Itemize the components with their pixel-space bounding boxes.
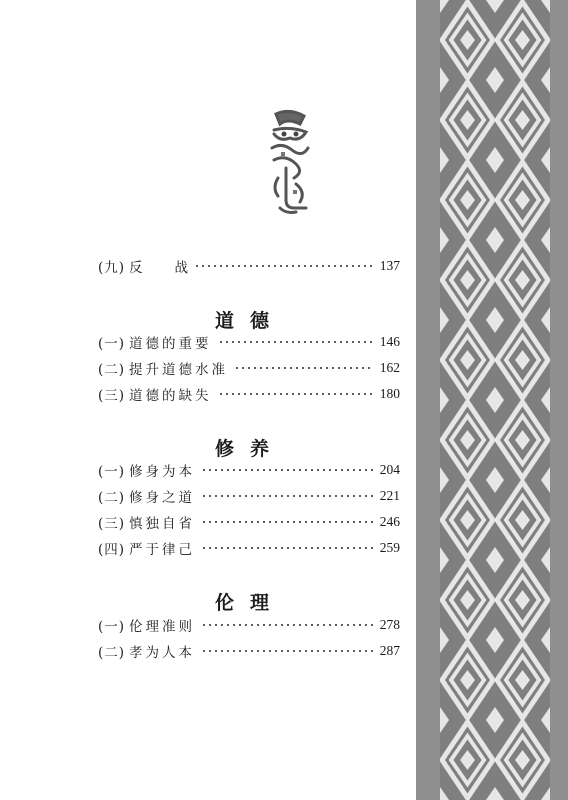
toc-entry-number: (一) [98, 464, 126, 480]
toc-entry-title: 道德的重要 [129, 336, 212, 352]
toc-entry-title: 修身为本 [129, 464, 196, 480]
toc-entry[interactable] [98, 358, 400, 378]
toc-entry-title: 伦理准则 [129, 619, 196, 635]
side-band-edge [550, 0, 568, 800]
toc-entry-page: 162 [379, 360, 400, 375]
toc-entry-number: (一) [98, 619, 126, 635]
toc-entry-title: 孝为人本 [129, 645, 196, 661]
toc-entry[interactable] [98, 460, 400, 480]
dot-leader [194, 265, 374, 267]
toc-entry-page: 137 [379, 258, 400, 273]
toc-entry[interactable] [98, 641, 400, 661]
toc-entry-number: (四) [98, 542, 126, 558]
toc-entry-page: 246 [379, 514, 400, 529]
toc-entry-number: (九) [98, 260, 126, 276]
dot-leader [201, 495, 374, 497]
dot-leader [201, 650, 374, 652]
dot-leader [218, 341, 374, 343]
toc-entry-page: 204 [379, 462, 400, 477]
dot-leader [201, 624, 374, 626]
toc-entry-page: 221 [379, 488, 400, 503]
toc-entry[interactable] [98, 486, 400, 506]
toc-entry-title: 提升道德水准 [129, 362, 229, 378]
dot-leader [201, 547, 374, 549]
toc-entry-page: 278 [379, 617, 400, 632]
toc-entry-title: 道德的缺失 [129, 388, 212, 404]
toc-entry-number: (二) [98, 362, 126, 378]
section-heading: 道德 [214, 310, 285, 332]
toc-entry-title: 严于律己 [129, 542, 196, 558]
dot-leader [234, 367, 374, 369]
section-heading: 修养 [214, 438, 285, 460]
toc-entry[interactable] [98, 615, 400, 635]
diamond-pattern-band [440, 0, 550, 800]
toc-entry-number: (二) [98, 645, 126, 661]
toc-entry-title: 反 战 [129, 260, 189, 276]
toc-entry[interactable] [98, 538, 400, 558]
seal-ornament-icon [266, 108, 314, 216]
dot-leader [201, 521, 374, 523]
dot-leader [218, 393, 374, 395]
toc-entry-title: 修身之道 [129, 490, 196, 506]
toc-entry-page: 259 [379, 540, 400, 555]
toc-entry[interactable] [98, 332, 400, 352]
toc-entry-number: (三) [98, 516, 126, 532]
toc-entry-number: (一) [98, 336, 126, 352]
toc-entry-page: 287 [379, 643, 400, 658]
dot-leader [201, 469, 374, 471]
toc-entry[interactable] [98, 512, 400, 532]
toc-entry-number: (三) [98, 388, 126, 404]
section-heading: 伦理 [214, 592, 285, 614]
toc-entry[interactable] [98, 384, 400, 404]
toc-entry-page: 180 [379, 386, 400, 401]
toc-entry-number: (二) [98, 490, 126, 506]
side-band [416, 0, 440, 800]
toc-entry-title: 慎独自省 [129, 516, 196, 532]
toc-entry-page: 146 [379, 334, 400, 349]
toc-entry[interactable] [98, 256, 400, 276]
